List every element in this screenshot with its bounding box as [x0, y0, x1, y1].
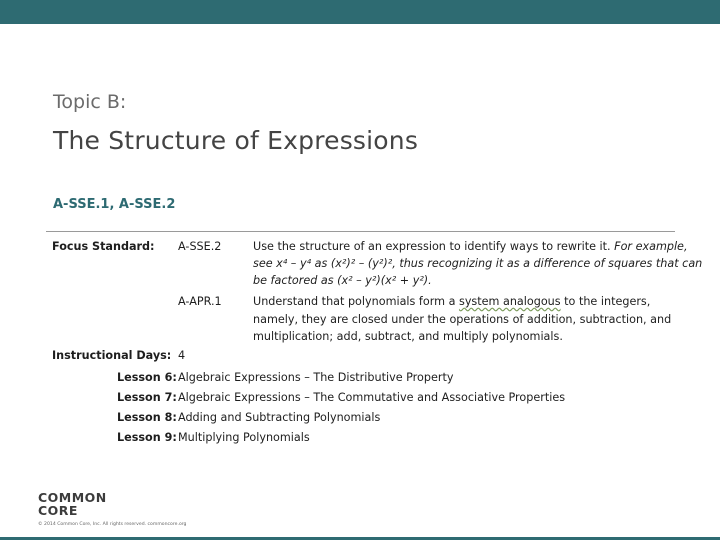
standards-codes: A-SSE.1, A-SSE.2	[53, 197, 176, 212]
lesson-title: Algebraic Expressions – The Distributive Property	[178, 371, 454, 384]
standard-description-line: Use the structure of an expression to identify ways to rewrite it. For example,	[253, 240, 688, 253]
lesson-label: Lesson 9:	[117, 431, 177, 444]
lesson-label: Lesson 8:	[117, 411, 177, 424]
top-banner	[0, 0, 720, 24]
standard-code: A-APR.1	[178, 295, 222, 308]
lesson-label: Lesson 6:	[117, 371, 177, 384]
instructional-days-label: Instructional Days:	[52, 349, 172, 362]
lesson-label: Lesson 7:	[117, 391, 177, 404]
focus-standard-label: Focus Standard:	[52, 240, 155, 253]
copyright-footer: © 2014 Common Core, Inc. All rights reserved. commoncore.org	[38, 522, 187, 527]
lesson-title: Algebraic Expressions – The Commutative and Associative Properties	[178, 391, 566, 404]
standard-description-line: be factored as (x² – y²)(x² + y²).	[253, 274, 432, 287]
standard-description-line: Understand that polynomials form a system analogous to the integers,	[253, 295, 651, 308]
standard-description-line: see x⁴ – y⁴ as (x²)² – (y²)², thus recognizing it as a difference of squares that can	[253, 257, 703, 270]
focus-standards-table	[46, 231, 703, 447]
instructional-days-value: 4	[178, 349, 186, 362]
topic-label: Topic B:	[53, 91, 127, 113]
page-title: The Structure of Expressions	[53, 126, 419, 155]
standard-description-line: multiplication; add, subtract, and multiply polynomials.	[253, 330, 563, 343]
lesson-title: Adding and Subtracting Polynomials	[178, 411, 381, 424]
standard-description-line: namely, they are closed under the operations of addition, subtraction, and	[253, 313, 672, 326]
standard-code: A-SSE.2	[178, 240, 222, 253]
common-core-logo: COMMON CORE	[38, 490, 107, 518]
lesson-title: Multiplying Polynomials	[178, 431, 310, 444]
